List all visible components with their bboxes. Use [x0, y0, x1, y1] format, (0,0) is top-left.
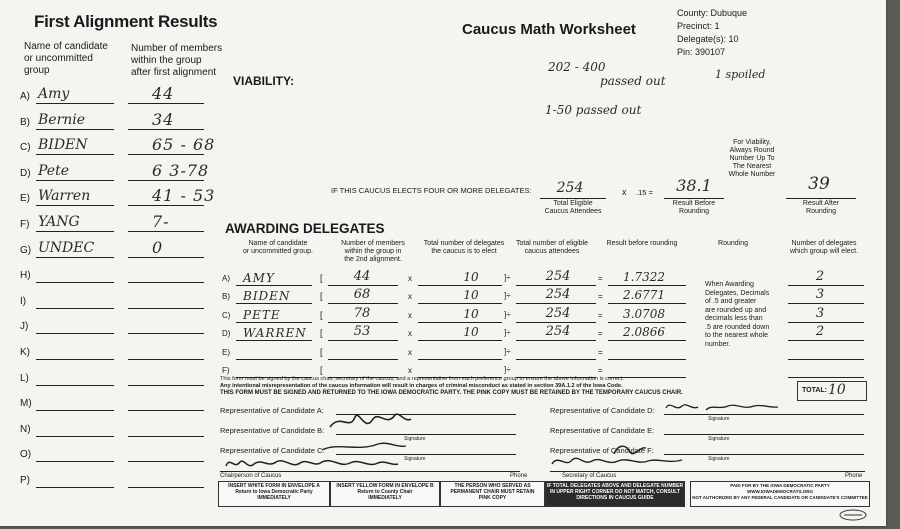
awarding-col-header-line: Rounding: [718, 240, 748, 247]
row-letter: B): [20, 116, 30, 128]
first-alignment-title: First Alignment Results: [34, 12, 218, 31]
award-final-line: [788, 340, 864, 341]
award-candidate-name: PETE: [243, 307, 281, 322]
equals-icon: =: [598, 347, 603, 357]
candidate-name-line: [36, 308, 114, 309]
members-col-header-line: within the group: [131, 55, 202, 66]
award-candidate-name: BIDEN: [243, 289, 291, 304]
rounding-note-line: of .5 and greater: [705, 298, 757, 305]
award-result-line: [608, 359, 686, 360]
award-delegates-line: [418, 340, 502, 341]
caption-line: Total Eligible: [553, 200, 593, 207]
row-letter: K): [20, 347, 30, 358]
award-row-letter: E): [222, 347, 230, 357]
row-letter: D): [20, 167, 31, 179]
bracket-divide-icon: ]÷: [504, 346, 511, 356]
delegates-awarded: 2: [815, 324, 825, 340]
bracket-divide-icon: ]÷: [504, 291, 511, 301]
award-result-line: [608, 322, 686, 323]
footer-line: Return to County Chair: [357, 489, 413, 495]
times-icon: x: [408, 347, 412, 357]
candidate-name-line: [36, 410, 114, 411]
member-count-line: [128, 154, 204, 155]
footer-line: IF TOTAL DELEGATES ABOVE AND DELEGATE NUMBER: [546, 483, 684, 489]
candidate-name-line: [36, 487, 114, 488]
delegate-count: Delegate(s): 10: [677, 34, 739, 44]
member-count-line: [128, 103, 204, 104]
awarding-col-header-line: Total number of delegates: [423, 240, 505, 247]
footer-line: IMMEDIATELY: [257, 495, 291, 501]
delegates-awarded: 3: [815, 287, 825, 303]
awarding-col-header-line: or uncommitted group.: [242, 248, 314, 255]
award-final-line: [788, 303, 864, 304]
member-count-line: [128, 129, 204, 130]
candidate-name-line: [36, 103, 114, 104]
member-count: 0: [152, 237, 164, 257]
award-row-letter: A): [222, 274, 230, 283]
total-label: TOTAL:: [802, 387, 828, 394]
attendees-caption: [540, 200, 606, 216]
candidate-name: BIDEN: [38, 137, 88, 154]
rounding-note-line: decimals less than: [705, 315, 763, 322]
rounding-note-line: When Awarding: [705, 281, 754, 288]
viability-factor: .15 =: [636, 188, 653, 197]
award-delegates: 10: [463, 270, 479, 284]
pin: Pin: 390107: [677, 47, 726, 57]
delegates-awarded: 2: [815, 269, 825, 284]
row-letter: A): [20, 91, 30, 102]
row-letter: L): [20, 372, 29, 384]
before-caption: [664, 200, 724, 216]
candidate-col-header-line: group: [24, 65, 50, 76]
bracket-divide-icon: ]÷: [504, 328, 511, 338]
award-member-count: 44: [353, 269, 371, 284]
caption-line: Rounding: [679, 208, 709, 215]
members-col-header: [131, 43, 222, 79]
rounding-note-line: are rounded up and: [705, 306, 767, 314]
awarding-col-header-line: the 2nd alignment.: [344, 256, 402, 263]
award-delegates-line: [418, 322, 502, 323]
awarding-col-header: [786, 240, 862, 256]
awarding-col-header-line: Result before rounding: [606, 240, 678, 247]
rep-c-label: Representative of Candidate C:: [220, 446, 325, 455]
awarding-col-header-line: Number of delegates: [791, 240, 857, 247]
awarding-col-header-line: caucus attendees: [524, 248, 580, 255]
caption-line: Rounding: [806, 208, 836, 215]
member-count-line: [128, 385, 204, 386]
rounding-note-line: .5 are rounded down: [705, 323, 770, 331]
times-icon: x: [408, 310, 412, 320]
member-count: 34: [152, 109, 175, 129]
candidate-name-line: [36, 257, 114, 258]
bracket-open-icon: [: [320, 309, 323, 320]
times-sign: x: [622, 187, 627, 197]
award-members-line: [328, 303, 398, 304]
bracket-open-icon: [: [320, 328, 323, 339]
member-count: 7-: [152, 212, 170, 231]
member-count-line: [128, 487, 204, 488]
rounding-note-line: Delegates, Decimals: [705, 289, 770, 297]
handwritten-passed-out-2: 1-50 passed out: [545, 103, 642, 117]
award-name-line: [236, 285, 312, 286]
round-note-line: For Viability,: [733, 139, 771, 146]
round-note-line: The Nearest: [732, 163, 772, 170]
bracket-divide-icon: ]÷: [504, 365, 511, 374]
member-count: 41 - 53: [152, 186, 216, 206]
award-row-letter: D): [222, 329, 231, 339]
signature-caption: Signature: [404, 456, 426, 462]
footer-paid-for: [690, 481, 870, 507]
award-delegates-line: [418, 303, 502, 304]
row-letter: M): [20, 398, 32, 410]
awarding-col-header-line: within the group in: [344, 248, 402, 255]
bracket-open-icon: [: [320, 346, 323, 357]
total-box: [797, 381, 867, 401]
rounding-note: [705, 281, 769, 349]
award-delegates-line: [418, 359, 502, 360]
bracket-open-icon: [: [320, 273, 323, 283]
member-count-line: [128, 436, 204, 437]
bracket-divide-icon: ]÷: [504, 273, 511, 282]
equals-icon: =: [598, 310, 603, 320]
footer-line: PERMANENT CHAIR MUST RETAIN: [450, 489, 535, 495]
footer-line: IMMEDIATELY: [368, 495, 402, 501]
elects-four-text: IF THIS CAUCUS ELECTS FOUR OR MORE DELEGATES:: [331, 186, 532, 195]
equals-icon: =: [598, 366, 603, 375]
award-attendees-line: [516, 322, 596, 323]
award-final-line: [788, 285, 864, 286]
award-final-line: [788, 377, 864, 378]
signature-caption: Signature: [404, 436, 426, 442]
caption-line: Result After: [802, 200, 840, 207]
award-member-count: 53: [353, 324, 371, 340]
award-attendees: 254: [545, 305, 571, 321]
union-bug-icon: [838, 509, 868, 521]
footer-line: IN UPPER RIGHT CORNER DO NOT MATCH, CONSULT: [549, 489, 681, 495]
notice-line: THIS FORM MUST BE SIGNED AND RETURNED TO THE IOWA DEMOCRATIC PARTY. THE PINK COPY MUST BE RETAINED BY THE TEMPORARY CAUCUS CHAIR.: [220, 390, 683, 396]
footer-line: PAID FOR BY THE IOWA DEMOCRATIC PARTY: [730, 483, 830, 488]
times-icon: x: [408, 366, 412, 375]
award-attendees: 254: [545, 269, 571, 284]
award-attendees: 254: [545, 324, 571, 340]
delegates-awarded: 3: [815, 305, 825, 321]
awarding-title: AWARDING DELEGATES: [225, 221, 385, 236]
member-count-line: [128, 231, 204, 232]
award-members-line: [328, 285, 398, 286]
rounding-note-line: to the nearest whole: [705, 332, 769, 339]
row-letter: G): [20, 244, 32, 256]
secretary-phone-label: Phone: [845, 473, 863, 479]
candidate-name: YANG: [38, 214, 80, 230]
member-count-line: [128, 308, 204, 309]
award-final-line: [788, 359, 864, 360]
handwritten-spoiled: 1 spoiled: [715, 68, 766, 81]
awarding-col-header-line: which group will elect.: [789, 248, 859, 255]
result-before-rounding: 3.0708: [623, 306, 665, 321]
award-attendees-line: [516, 285, 596, 286]
round-note-line: Number Up To: [729, 155, 775, 162]
rounding-note-line: number.: [705, 340, 731, 348]
award-name-line: [236, 322, 312, 323]
row-letter: O): [20, 449, 32, 461]
candidate-col-header-line: or uncommitted: [24, 53, 93, 64]
members-col-header-line: after first alignment: [131, 67, 217, 78]
award-delegates: 10: [463, 325, 479, 340]
rep-e-label: Representative of Candidate E:: [550, 426, 655, 435]
members-col-header-line: Number of members: [131, 43, 223, 54]
awarding-col-header: [512, 240, 592, 256]
award-delegates: 10: [463, 288, 479, 303]
signature-chair: [222, 454, 402, 474]
handwritten-ballots: 202 - 400: [548, 60, 606, 74]
candidate-name-line: [36, 180, 114, 181]
result-before-rounding: 1.7322: [623, 270, 665, 284]
award-candidate-name: WARREN: [243, 326, 307, 341]
row-letter: F): [20, 219, 30, 230]
signature-caption: Signature: [708, 456, 730, 462]
award-attendees-line: [516, 359, 596, 360]
footer-line: INSERT WHITE FORM IN ENVELOPE A: [228, 483, 320, 489]
candidate-name-line: [36, 461, 114, 462]
member-count-line: [128, 205, 204, 206]
candidate-name-line: [36, 436, 114, 437]
candidate-name-line: [36, 359, 114, 360]
member-count-line: [128, 359, 204, 360]
footer-total-warning: [545, 481, 685, 507]
handwritten-passed-out: passed out: [600, 74, 666, 88]
round-note-line: Whole Number: [728, 171, 776, 178]
row-letter: C): [20, 142, 31, 154]
caption-line: Caucus Attendees: [544, 208, 602, 215]
signature-rep-d: [662, 398, 782, 416]
bracket-divide-icon: ]÷: [504, 309, 511, 319]
member-count-line: [128, 257, 204, 258]
member-count: 6 3-78: [152, 160, 210, 180]
before-line: [664, 198, 724, 199]
footer-line: NOT AUTHORIZED BY ANY FEDERAL CANDIDATE OR CANDIDATE'S COMMITTEE: [692, 495, 868, 500]
caption-line: Result Before: [672, 200, 716, 207]
signature-secretary: [548, 452, 688, 472]
viability-label: VIABILITY:: [233, 74, 295, 88]
award-name-line: [236, 340, 312, 341]
awarding-col-header-line: Number of members: [341, 240, 405, 247]
equals-icon: =: [598, 329, 603, 339]
precinct: Precinct: 1: [677, 21, 720, 31]
rep-f-line: [664, 454, 864, 455]
notice-line: This form must be signed by the caucus chair, secretary of the caucus, and a representative from each preference group to ensure the above information is correct.: [220, 376, 624, 382]
chair-phone-label: Phone: [510, 473, 528, 479]
award-members-line: [328, 322, 398, 323]
candidate-name-line: [36, 231, 114, 232]
footer-envelope-a: [218, 481, 330, 507]
equals-icon: =: [598, 274, 603, 283]
row-letter: I): [20, 295, 27, 307]
candidate-name: Amy: [38, 86, 70, 102]
awarding-col-header-line: Total number of eligible: [516, 240, 588, 247]
candidate-name-line: [36, 129, 114, 130]
award-member-count: 78: [353, 305, 371, 321]
member-count-line: [128, 461, 204, 462]
bracket-open-icon: [: [320, 365, 323, 375]
award-candidate-name: AMY: [243, 271, 275, 285]
precinct-info: [677, 7, 747, 59]
viability-round-note: [722, 139, 782, 179]
award-delegates: 10: [463, 306, 479, 321]
award-attendees: 254: [545, 287, 571, 303]
result-before-rounding: 2.0866: [623, 325, 665, 340]
awarding-col-header: [238, 240, 318, 256]
footer-line: DIRECTIONS IN CAUCUS GUIDE: [576, 495, 654, 501]
signature-caption: Signature: [708, 416, 730, 422]
award-result-line: [608, 340, 686, 341]
candidate-name: Pete: [38, 162, 69, 179]
attendees-line: [540, 198, 606, 199]
award-member-count: 68: [353, 287, 371, 303]
result-before-rounding: 2.6771: [623, 288, 665, 303]
worksheet-title: Caucus Math Worksheet: [462, 21, 636, 38]
footer-line: INSERT YELLOW FORM IN ENVELOPE B: [336, 483, 434, 489]
award-members-line: [328, 359, 398, 360]
candidate-name-line: [36, 333, 114, 334]
rep-d-label: Representative of Candidate D:: [550, 406, 655, 415]
rep-a-label: Representative of Candidate A:: [220, 406, 324, 415]
candidate-name-line: [36, 385, 114, 386]
awarding-col-header: [418, 240, 510, 256]
member-count-line: [128, 333, 204, 334]
times-icon: x: [408, 329, 412, 339]
legal-notice: [220, 376, 683, 397]
row-letter: H): [20, 270, 31, 282]
candidate-name-line: [36, 205, 114, 206]
footer-pink-copy: [440, 481, 545, 507]
member-count-line: [128, 180, 204, 181]
total-value: 10: [828, 382, 846, 398]
rep-b-label: Representative of Candidate B:: [220, 426, 325, 435]
award-attendees-line: [516, 303, 596, 304]
result-before-rounding: 38.1: [676, 176, 712, 195]
signature-rep-b: [325, 405, 415, 435]
award-result-line: [608, 303, 686, 304]
county: County: Dubuque: [677, 8, 748, 18]
times-icon: x: [408, 292, 412, 302]
footer-envelope-b: [330, 481, 440, 507]
row-letter: P): [20, 475, 30, 486]
member-count-line: [128, 282, 204, 283]
result-after-rounding: 39: [808, 174, 830, 194]
member-count: 65 - 68: [152, 135, 216, 155]
awarding-col-header: [338, 240, 408, 264]
award-name-line: [236, 359, 312, 360]
candidate-name: Bernie: [38, 111, 86, 128]
row-letter: E): [20, 193, 30, 205]
candidate-col-header-line: Name of candidate: [24, 41, 108, 52]
award-members-line: [328, 340, 398, 341]
signature-caption: Signature: [708, 436, 730, 442]
chair-label: Chairperson of Caucus: [220, 473, 282, 479]
awarding-col-header-line: Name of candidate: [248, 240, 308, 247]
award-delegates-line: [418, 285, 502, 286]
footer-line: WWW.IOWADEMOCRATS.ORG: [747, 489, 813, 494]
after-caption: [786, 200, 856, 216]
eligible-attendees-value: 254: [556, 180, 584, 196]
member-count-line: [128, 410, 204, 411]
row-letter: N): [20, 423, 31, 435]
rep-e-line: [664, 434, 864, 435]
award-result-line: [608, 285, 686, 286]
candidate-name: UNDEC: [38, 239, 95, 256]
member-count: 44: [152, 84, 175, 103]
secretary-label: Secretary of Caucus: [562, 473, 617, 479]
award-row-letter: B): [222, 292, 230, 302]
after-line: [786, 198, 856, 199]
award-row-letter: C): [222, 310, 231, 320]
awarding-col-header: [716, 240, 750, 248]
notice-line: Any intentional misrepresentation of the caucus information will result in charges of criminal misconduct as stated in section 39A.1.2 of the Iowa Code.: [220, 383, 623, 389]
award-attendees-line: [516, 340, 596, 341]
candidate-name-line: [36, 154, 114, 155]
row-letter: J): [20, 321, 29, 333]
footer-line: Return to Iowa Democratic Party: [235, 489, 313, 495]
award-row-letter: F): [222, 366, 230, 375]
candidate-col-header: [24, 41, 108, 77]
candidate-name-line: [36, 282, 114, 283]
footer-line: THE PERSON WHO SERVED AS: [454, 483, 531, 489]
awarding-col-header-line: the caucus is to elect: [431, 248, 497, 255]
rep-f-label: Representative of Candidate F:: [550, 446, 654, 455]
awarding-col-header: [604, 240, 680, 248]
times-icon: x: [408, 274, 412, 283]
equals-icon: =: [598, 292, 603, 302]
award-name-line: [236, 303, 312, 304]
footer-line: PINK COPY: [478, 495, 507, 501]
bracket-open-icon: [: [320, 291, 323, 302]
candidate-name: Warren: [38, 188, 91, 205]
award-final-line: [788, 322, 864, 323]
round-note-line: Always Round: [729, 147, 775, 154]
